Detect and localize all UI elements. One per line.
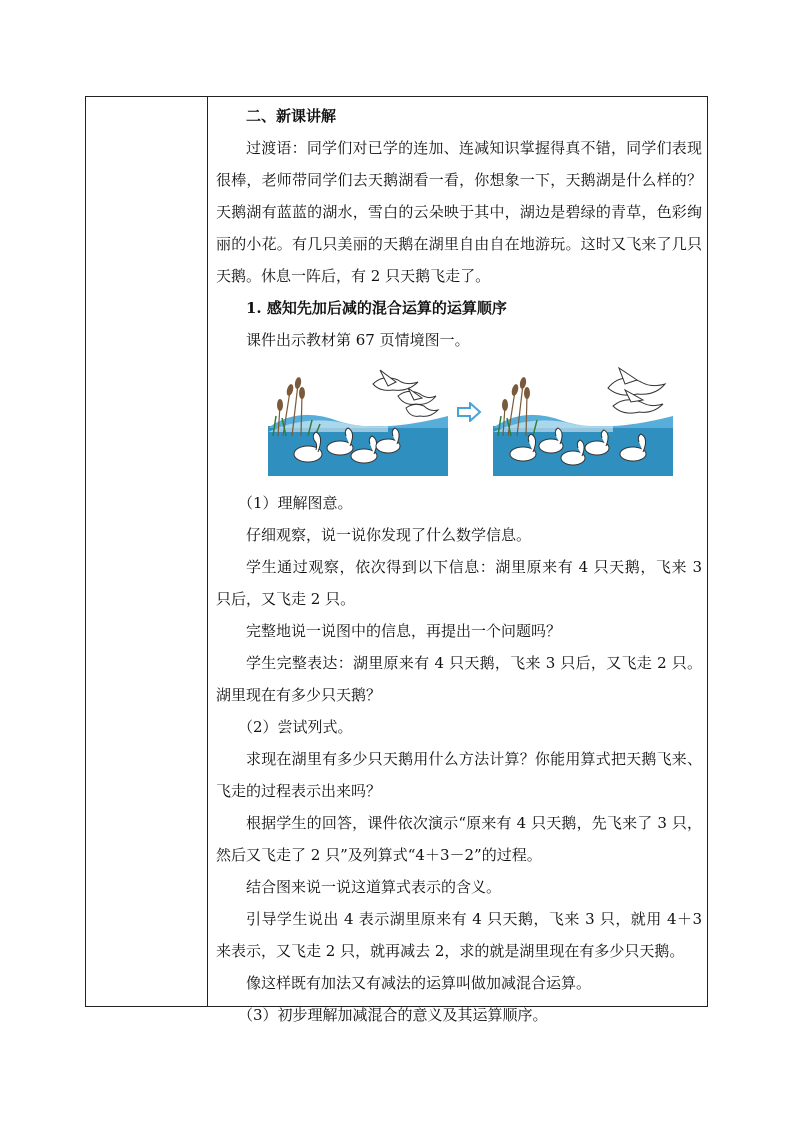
scene-before: [268, 366, 448, 476]
scene-after: [493, 366, 673, 476]
flying-away-swans: [608, 368, 665, 413]
lesson-content: [216, 100, 702, 1031]
step-3: （3）初步理解加减混合的意义及其运算顺序。: [238, 1006, 548, 1024]
guide-paragraph: 引导学生说出 4 表示湖里原来有 4 只天鹅，飞来 3 只，就用 4＋3 来表示，又飞走 2 只，就再减去 2，求的就是湖里现在有多少只天鹅。: [216, 910, 702, 960]
right-arrow-icon: [456, 402, 482, 422]
meaning-paragraph: 结合图来说一说这道算式表示的含义。: [246, 878, 502, 896]
question-prompt-paragraph: 完整地说一说图中的信息，再提出一个问题吗？: [246, 622, 562, 640]
courseware-paragraph: 课件出示教材第 67 页情境图一。: [246, 331, 470, 349]
section-heading: 二、新课讲解: [246, 107, 337, 125]
flying-swans: [373, 370, 438, 416]
demo-paragraph: 根据学生的回答，课件依次演示“原来有 4 只天鹅，先飞来了 3 只，然后又飞走了 2 只”及列算式“4＋3－2”的过程。: [216, 814, 702, 864]
student-express-paragraph: 学生完整表达：湖里原来有 4 只天鹅，飞来 3 只后，又飞走 2 只。湖里现在有多少只天鹅？: [216, 654, 702, 704]
column-divider: [207, 96, 208, 1007]
swan-lake-figure: [216, 360, 702, 485]
observe-paragraph: 仔细观察，说一说你发现了什么数学信息。: [246, 526, 532, 544]
method-question-paragraph: 求现在湖里有多少只天鹅用什么方法计算？你能用算式把天鹅飞来、飞走的过程表示出来吗？: [216, 750, 702, 800]
student-info-paragraph: 学生通过观察，依次得到以下信息：湖里原来有 4 只天鹅，飞来 3 只后，又飞走 2 只。: [216, 558, 702, 608]
transition-paragraph: 过渡语：同学们对已学的连加、连减知识掌握得真不错，同学们表现很棒，老师带同学们去天鹅湖看一看，你想象一下，天鹅湖是什么样的？天鹅湖有蓝蓝的湖水，雪白的云朵映于其中，湖边是碧绿的青草，色彩绚丽的小花。有几只美丽的天鹅在湖里自由自在地游玩。这时又飞来了几只天鹅。休息一阵后，有 2 只天鹅飞走了。: [216, 139, 702, 285]
definition-paragraph: 像这样既有加法又有减法的运算叫做加减混合运算。: [246, 974, 592, 992]
subheading-1: 1. 感知先加后减的混合运算的运算顺序: [246, 299, 507, 317]
step-2: （2）尝试列式。: [238, 718, 353, 736]
step-1: （1）理解图意。: [238, 494, 353, 512]
